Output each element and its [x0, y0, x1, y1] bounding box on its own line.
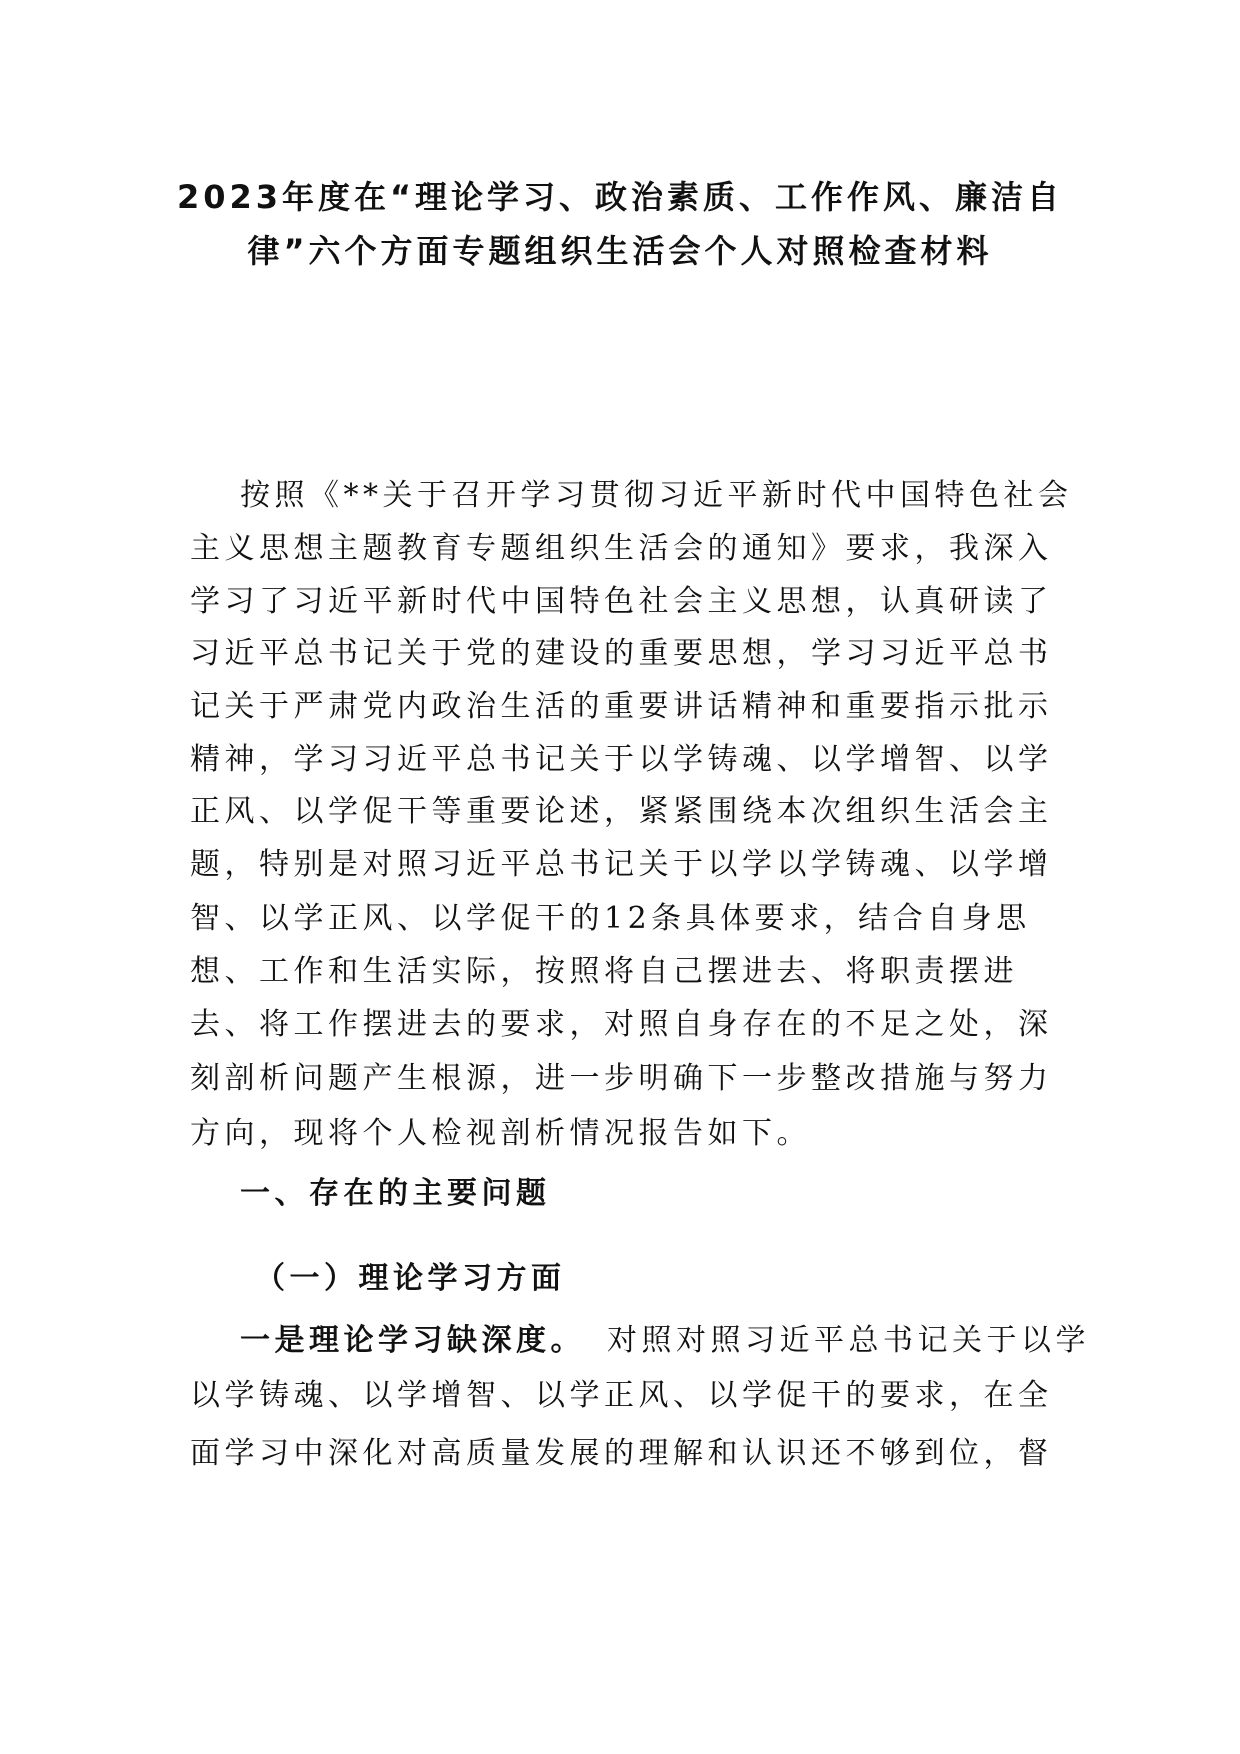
section-heading: 一、存在的主要问题	[240, 1176, 551, 1211]
intro-line: 想、工作和生活实际，按照将自己摆进去、将职责摆进	[190, 954, 1018, 989]
document-title-line-2: 律”六个方面专题组织生活会个人对照检查材料	[247, 232, 993, 270]
intro-line: 去、将工作摆进去的要求，对照自身存在的不足之处，深	[190, 1007, 1053, 1042]
intro-line: 正风、以学促干等重要论述，紧紧围绕本次组织生活会主	[190, 794, 1053, 829]
point-line: 以学铸魂、以学增智、以学正风、以学促干的要求，在全	[190, 1378, 1053, 1413]
intro-line: 智、以学正风、以学促干的12条具体要求，结合自身思	[190, 901, 1031, 936]
intro-line: 主义思想主题教育专题组织生活会的通知》要求，我深入	[190, 531, 1053, 566]
point-first-text: 对照对照习近平总书记关于以学	[607, 1323, 1090, 1358]
point-lead: 一是理论学习缺深度。	[240, 1323, 585, 1358]
intro-line: 题，特别是对照习近平总书记关于以学以学铸魂、以学增	[190, 847, 1053, 882]
intro-line: 学习了习近平新时代中国特色社会主义思想，认真研读了	[190, 584, 1053, 619]
point-first-line	[240, 1321, 1090, 1361]
intro-line: 记关于严肃党内政治生活的重要讲话精神和重要指示批示	[190, 689, 1053, 724]
intro-line: 按照《**关于召开学习贯彻习近平新时代中国特色社会	[240, 478, 1073, 513]
point-line: 面学习中深化对高质量发展的理解和认识还不够到位，督	[190, 1436, 1053, 1471]
intro-line: 精神，学习习近平总书记关于以学铸魂、以学增智、以学	[190, 742, 1053, 777]
document-title-line-1: 2023年度在“理论学习、政治素质、工作作风、廉洁自	[176, 178, 1064, 216]
intro-line: 方向，现将个人检视剖析情况报告如下。	[190, 1116, 811, 1151]
subsection-heading: （一）理论学习方面	[255, 1261, 566, 1296]
intro-line: 刻剖析问题产生根源，进一步明确下一步整改措施与努力	[190, 1061, 1053, 1096]
intro-line: 习近平总书记关于党的建设的重要思想，学习习近平总书	[190, 636, 1053, 671]
